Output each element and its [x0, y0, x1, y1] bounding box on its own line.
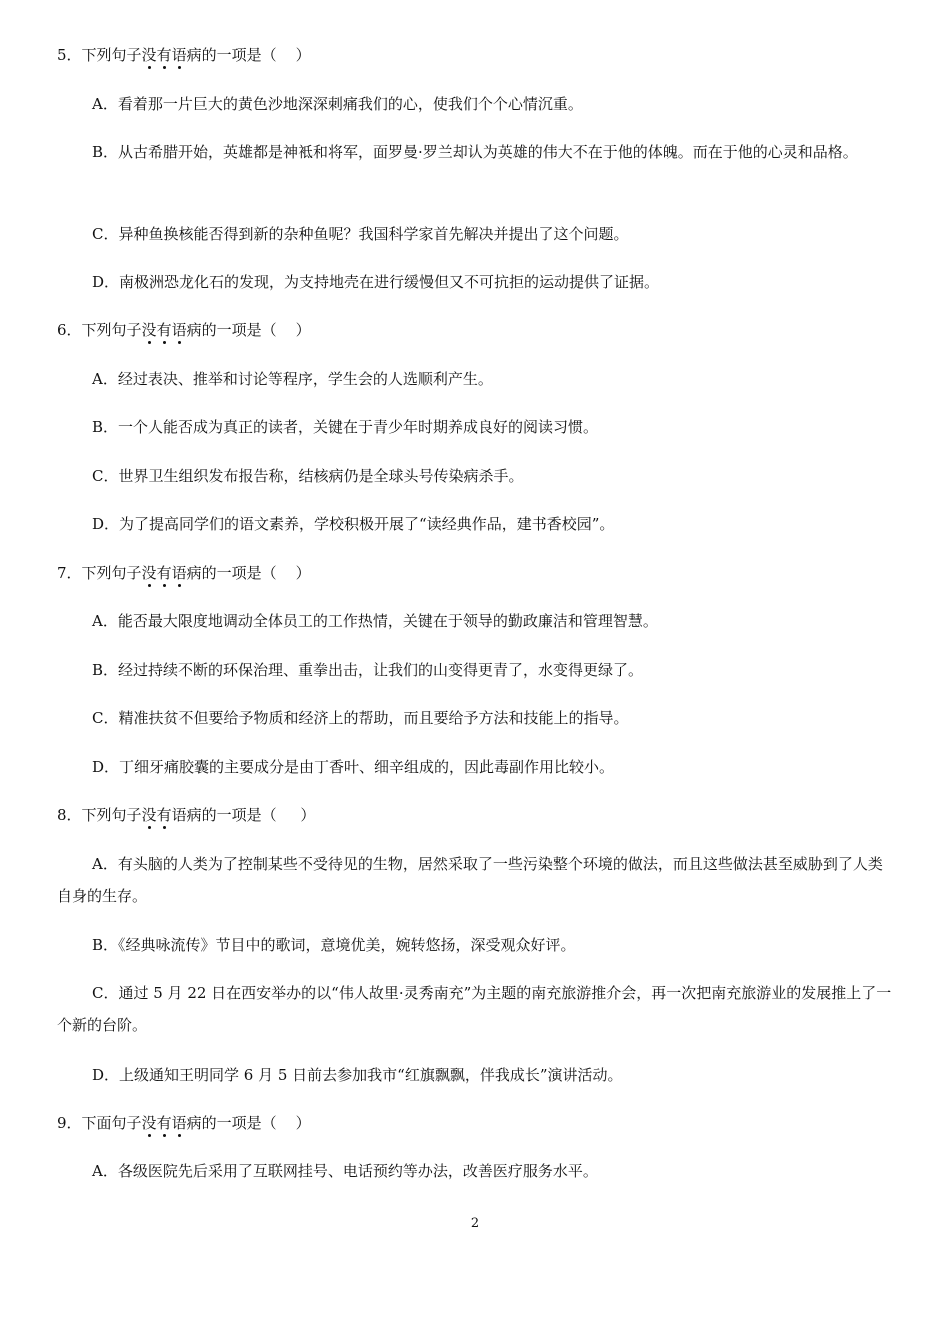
emphasis-char: 语 [171, 321, 187, 339]
question-6-option-a: A．经过表决、推举和讨论等程序，学生会的人选顺利产生。 [92, 370, 493, 388]
emphasis-char: 没 [141, 46, 157, 64]
emphasis-char: 有 [156, 806, 172, 824]
emphasis-char: 语 [171, 46, 187, 64]
question-6-option-d: D．为了提高同学们的语文素养，学校积极开展了“读经典作品，建书香校园”。 [92, 515, 615, 533]
question-7-option-b: B．经过持续不断的环保治理、重拳出击，让我们的山变得更青了，水变得更绿了。 [92, 661, 644, 679]
emphasis-char: 语 [171, 1114, 187, 1132]
question-6-option-b: B．一个人能否成为真正的读者，关键在于青少年时期养成良好的阅读习惯。 [92, 418, 599, 436]
question-6-option-c: C．世界卫生组织发布报告称，结核病仍是全球头号传染病杀手。 [92, 467, 524, 485]
question-5-option-b: B．从古希腊开始，英雄都是神袛和将军，面罗曼·罗兰却认为英雄的伟大不在于他的体魄。而在于他的心灵和品格。 [92, 143, 858, 161]
question-5-option-a: A．看着那一片巨大的黄色沙地深深刺痛我们的心，使我们个个心情沉重。 [92, 95, 583, 113]
emphasis-char: 语 [171, 564, 187, 582]
question-7-option-c: C．精准扶贫不但要给予物质和经济上的帮助，而且要给予方法和技能上的指导。 [92, 709, 629, 727]
emphasis-char: 没 [141, 564, 157, 582]
question-6-stem: 6．下列句子没有语病的一项是（ ） [57, 321, 311, 339]
emphasis-char: 没 [141, 1114, 157, 1132]
emphasis-char: 没 [141, 806, 157, 824]
emphasis-char: 有 [156, 1114, 172, 1132]
emphasis-char: 没 [141, 321, 157, 339]
question-8-option-a: A．有头脑的人类为了控制某些不受待见的生物，居然采取了一些污染整个环境的做法，而且这些做法甚至威胁到了人类自身的生存。 [57, 855, 883, 905]
question-8-stem: 8．下列句子没有语病的一项是（ ） [57, 806, 316, 824]
question-9-stem: 9．下面句子没有语病的一项是（ ） [57, 1114, 311, 1132]
question-5-stem: 5．下列句子没有语病的一项是（ ） [57, 46, 311, 64]
page-number: 2 [470, 1216, 480, 1231]
question-7-option-a: A．能否最大限度地调动全体员工的工作热情，关键在于领导的勤政廉洁和管理智慧。 [92, 612, 658, 630]
emphasis-char: 有 [156, 46, 172, 64]
question-8-option-d: D．上级通知王明同学 6 月 5 日前去参加我市“红旗飘飘，伴我成长”演讲活动。 [92, 1066, 623, 1084]
question-5-option-d: D．南极洲恐龙化石的发现，为支持地壳在进行缓慢但又不可抗拒的运动提供了证据。 [92, 273, 660, 291]
question-7-stem: 7．下列句子没有语病的一项是（ ） [57, 564, 311, 582]
question-9-option-a: A．各级医院先后采用了互联网挂号、电话预约等办法，改善医疗服务水平。 [92, 1162, 598, 1180]
question-8-option-c: C．通过 5 月 22 日在西安举办的以“伟人故里·灵秀南充”为主题的南充旅游推介会，再一次把南充旅游业的发展推上了一个新的台阶。 [57, 984, 892, 1034]
question-7-option-d: D．丁细牙痛胶囊的主要成分是由丁香叶、细辛组成的，因此毒副作用比较小。 [92, 758, 615, 776]
question-5-option-c: C．异种鱼换核能否得到新的杂种鱼呢？我国科学家首先解决并提出了这个问题。 [92, 225, 629, 243]
emphasis-char: 有 [156, 321, 172, 339]
emphasis-char: 有 [156, 564, 172, 582]
question-8-option-b: B．《经典咏流传》节目中的歌词，意境优美，婉转悠扬，深受观众好评。 [92, 936, 576, 954]
